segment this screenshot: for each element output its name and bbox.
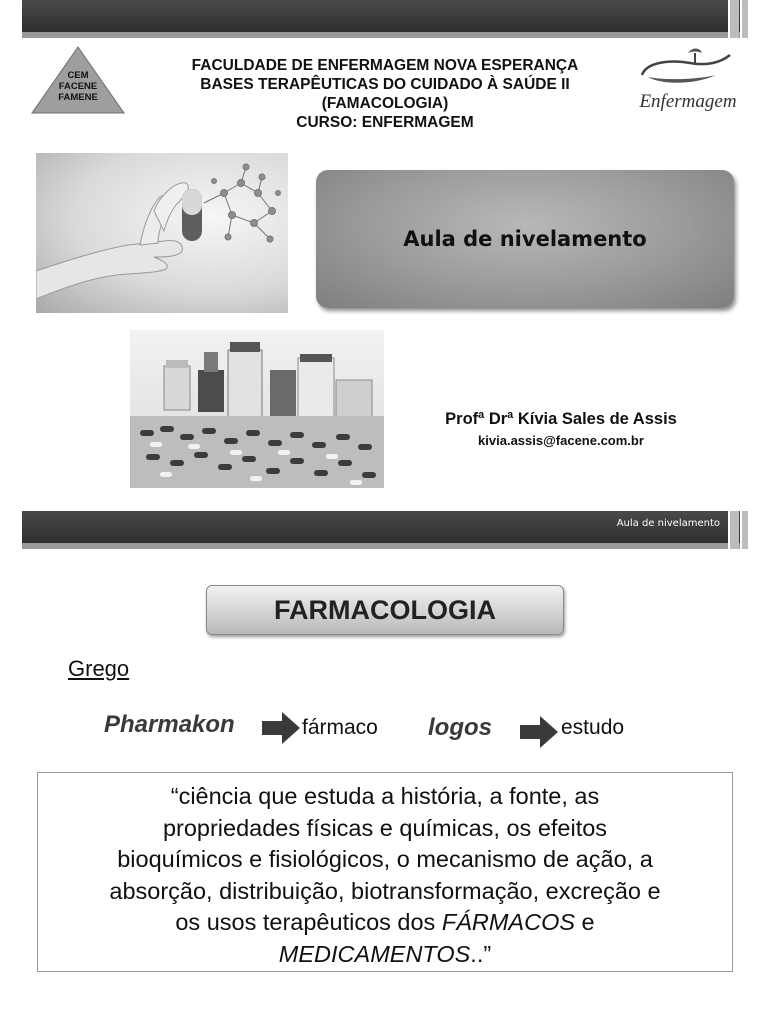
- farmacologia-heading-box: [206, 585, 564, 635]
- arrow-right-icon: [520, 716, 558, 748]
- meaning-farmaco: fármaco: [302, 716, 378, 739]
- term-pharmakon: Pharmakon: [104, 711, 235, 738]
- definition-line-3: bioquímicos e fisiológicos, o mecanismo de ação, a: [117, 846, 653, 872]
- logo-line-3: FAMENE: [58, 92, 98, 103]
- slide1-top-bar-shade: [22, 32, 746, 38]
- header-line-1: FACULDADE DE ENFERMAGEM NOVA ESPERANÇA: [191, 57, 579, 74]
- institution-header: [140, 56, 630, 132]
- header-line-4: CURSO: ENFERMAGEM: [296, 114, 474, 131]
- definition-line-2: propriedades físicas e químicas, os efeitos: [162, 814, 608, 841]
- arrow-right-icon: [262, 712, 300, 744]
- cem-facene-famene-logo: [30, 45, 126, 115]
- header-line-3: (FAMACOLOGIA): [321, 95, 449, 112]
- definition-line-5-post: e: [575, 909, 595, 935]
- definition-line-6: [38, 939, 732, 971]
- grego-subheading: Grego: [68, 656, 130, 681]
- enfermagem-logo: [628, 45, 746, 117]
- meaning-estudo: estudo: [561, 716, 625, 739]
- definition-line-5: [38, 907, 732, 939]
- definition-medicamentos: MEDICAMENTOS: [278, 940, 471, 967]
- slide2-bar-tab: [728, 511, 739, 549]
- slide1-top-bar: [22, 0, 746, 32]
- header-line-2: BASES TERAPÊUTICAS DO CUIDADO À SAÚDE II: [200, 76, 570, 93]
- definition-line-1: “ciência que estuda a história, a fonte, as: [170, 783, 600, 809]
- professor-name: Profª Drª Kívia Sales de Assis: [445, 410, 677, 428]
- term-logos: logos: [428, 714, 492, 741]
- logo-line-2: FACENE: [58, 81, 98, 92]
- slide2-bar-label: Aula de nivelamento: [616, 518, 720, 529]
- lamp-icon: [628, 45, 746, 95]
- hand-capsule-molecule-photo: [36, 153, 288, 313]
- lecture-title: Aula de nivelamento: [403, 227, 647, 251]
- definition-line-5-pre: os usos terapêuticos dos: [175, 909, 442, 935]
- slide1-bar-tab: [728, 0, 739, 38]
- slide2-top-bar-shade: [22, 543, 746, 549]
- professor-email: kivia.assis@facene.com.br: [478, 433, 644, 448]
- definition-line-6-post: ..”: [470, 940, 492, 967]
- medicines-photo: [130, 330, 384, 488]
- lecture-title-box: [316, 170, 734, 308]
- definition-farmacos: FÁRMACOS: [441, 909, 576, 935]
- enfermagem-logo-text: Enfermagem: [639, 91, 737, 112]
- logo-line-1: CEM: [67, 70, 89, 81]
- slide2-bar-tab: [740, 511, 748, 549]
- definition-quote-box: [37, 772, 733, 972]
- slide1-bar-tab: [740, 0, 748, 38]
- definition-line-4: absorção, distribuição, biotransformação, excreção e: [109, 877, 661, 904]
- farmacologia-heading: FARMACOLOGIA: [274, 594, 496, 625]
